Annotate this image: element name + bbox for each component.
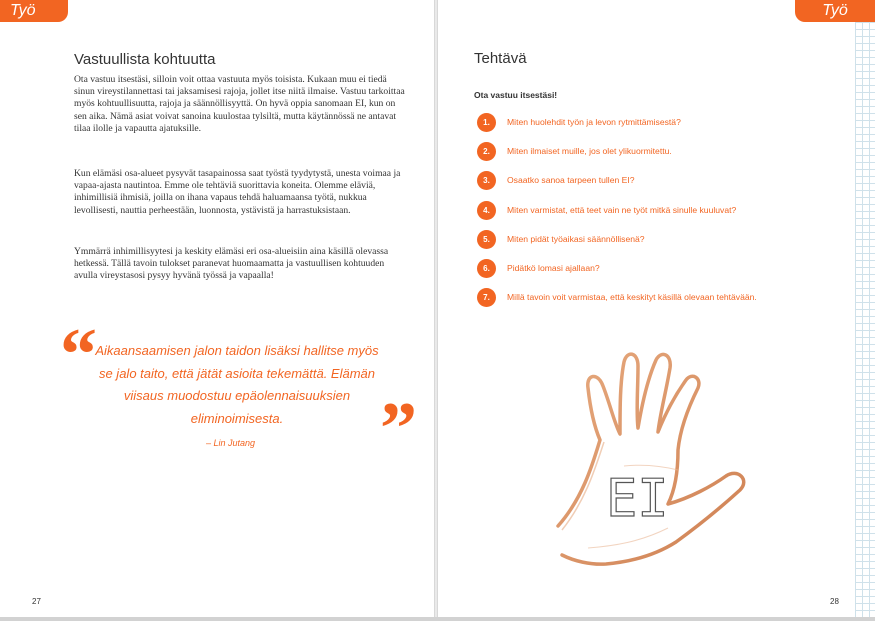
question-number-badge: 3. (477, 171, 496, 190)
question-text: Miten huolehdit työn ja levon rytmittämisestä? (507, 117, 681, 127)
hand-illustration (528, 348, 778, 573)
question-number-badge: 7. (477, 288, 496, 307)
grid-margin (855, 22, 875, 617)
question-number-badge: 5. (477, 230, 496, 249)
left-heading: Vastuullista kohtuutta (74, 51, 216, 68)
question-number-badge: 1. (477, 113, 496, 132)
page-number-left: 27 (32, 597, 41, 606)
paragraph-3: Ymmärrä inhimillisyytesi ja keskity elämäsi eri osa-alueisiin aina käsillä olevassa hetkessä. Tällä tavoin tulokset paranevat huomaamatta ja vastuullisen kohtuuden avulla vireystasosi pysyy hyvänä työssä ja vapaalla! (74, 246, 389, 282)
question-text: Miten pidät työaikasi säännöllisenä? (507, 233, 645, 244)
quote-close-mark: ” (380, 388, 413, 470)
question-text: Pidätkö lomasi ajallaan? (507, 262, 600, 273)
question-number-badge: 4. (477, 201, 496, 220)
question-text: Millä tavoin voit varmistaa, että keskityt käsillä olevaan tehtävään. (507, 292, 757, 303)
pull-quote: Aikaansaamisen jalon taidon lisäksi hallitse myös se jalo taito, että jätät asioita tekemättä. Elämän viisaus muodostuu epäolennaisuuksien eliminoimisesta. (95, 343, 379, 426)
left-page (0, 0, 434, 617)
task-intro: Ota vastuu itsestäsi! (474, 90, 558, 100)
right-page (438, 0, 875, 617)
book-bottom-edge (0, 617, 875, 621)
hand-outline (558, 354, 744, 564)
question-text: Miten varmistat, että teet vain ne työt mitkä sinulle kuuluvat? (507, 204, 737, 215)
paragraph-1: Ota vastuu itsestäsi, silloin voit ottaa vastuuta myös toisista. Kukaan muu ei tiedä sinun vireystilannettasi tai jaksamisesi rajoja, jollet itse niitä ilmaise. Vastuu tarkoittaa myös kohtuullisuutta, rajoja ja säännöllisyyttä. On hyvä oppia sanomaan EI, kun on sen aika. Nämä asiat voivat sanoina kuulostaa tylsiltä, mutta käytännössä ne antavat tilaa ilolle ja vapautta ajatuksille. (74, 74, 405, 134)
quote-open-mark: “ (60, 314, 93, 396)
question-text: Osaatko sanoa tarpeen tullen EI? (507, 175, 635, 186)
section-tab-right: Työ (795, 0, 875, 22)
section-tab-left: Työ (0, 0, 68, 22)
right-heading: Tehtävä (474, 50, 527, 67)
question-text: Miten ilmaiset muille, jos olet ylikuormitettu. (507, 146, 672, 157)
question-number-badge: 2. (477, 142, 496, 161)
question-number-badge: 6. (477, 259, 496, 278)
paragraph-2: Kun elämäsi osa-alueet pysyvät tasapainossa saat työstä tyydytystä, unesta voimaa ja vapaa-ajasta nautintoa. Emme ole tehtäviä suorittavia koneita. Olemme eläviä, inhimillisiä ihmisiä, joilla on ihana vapaus tehdä haluamaansa työtä, nukkua levollisesti, nauttia perheestään, luonnosta, ystävistä ja harrastuksistaan. (74, 168, 401, 216)
quote-author: – Lin Jutang (206, 438, 256, 448)
hand-label: EI (606, 469, 669, 529)
page-number-right: 28 (830, 597, 839, 606)
